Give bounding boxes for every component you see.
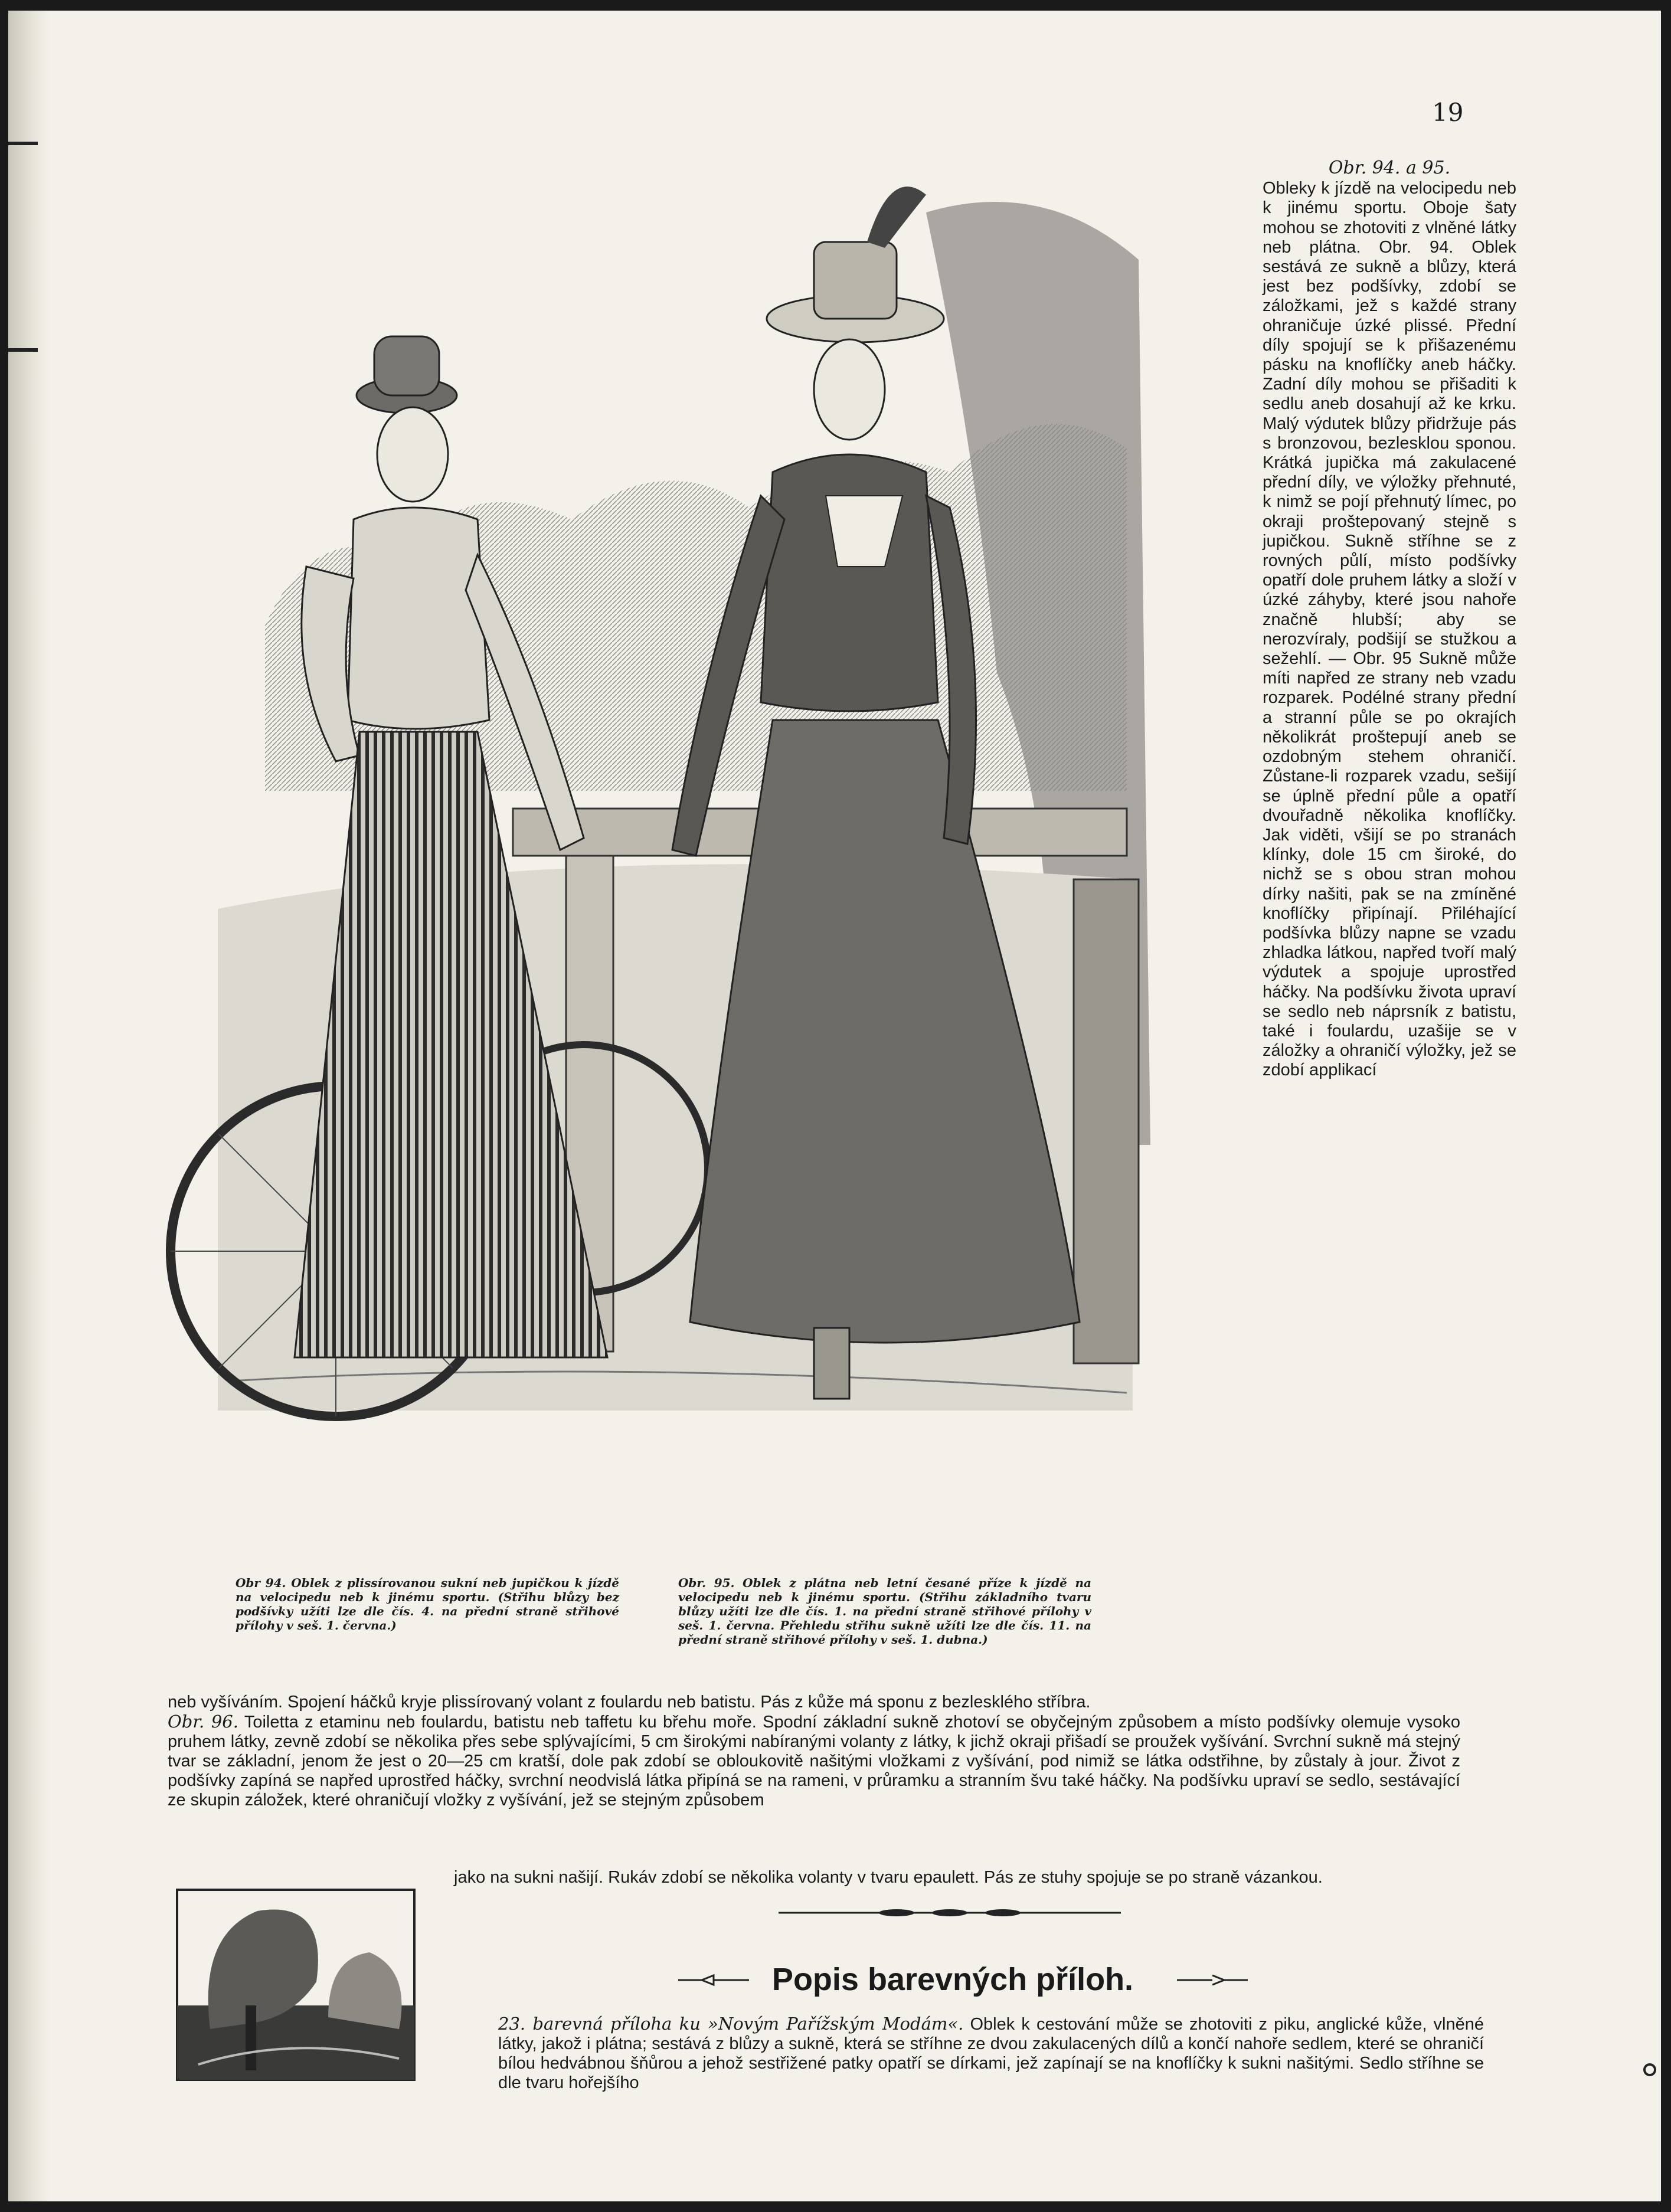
page-number: 19 (1432, 98, 1464, 127)
section-title: Popis barevných příloh. (771, 1962, 1134, 1997)
ornament-rule (779, 1908, 1121, 1917)
side-column-heading: Obr. 94. a 95. (1328, 158, 1451, 178)
body-line-1: neb vyšíváním. Spojení háčků kryje plissírovaný volant z foulardu neb batistu. Pás z kůže má sponu z bezlesklého stříbra. (168, 1693, 1091, 1712)
section-paragraph (498, 2014, 1484, 2093)
gutter-mark (8, 348, 38, 352)
figure-96-continuation: jako na sukni našijí. Rukáv zdobí se několika volanty v tvaru epaulett. Pás ze stuhy spojuje se po straně vázankou. (454, 1868, 1323, 1887)
figure-96-paragraph (168, 1712, 1460, 1810)
decorative-vignette (175, 1887, 417, 2082)
magazine-page (8, 11, 1661, 2201)
section-text: Oblek k cestování může se zhotoviti z piku, anglické kůže, vlněné látky, jakož i plátna; sestává z blůzy a sukně, která se stříhne ze dvou zakulacených dílů a končí nahoře sedlem, které se ohraničí bílou hedvábnou šňůrou a jehož sestřižené patky opatří se dírkami, jež zapínají se na knoflíčky k sukni našitými. Sedlo stříhne se dle tvaru hořejšího (498, 2015, 1484, 2092)
gutter-mark (8, 142, 38, 145)
figure-96-lead: Obr. 96. (168, 1712, 238, 1732)
title-ornament-right (1177, 1973, 1248, 1987)
fashion-illustration (159, 142, 1174, 1558)
side-column-text: Obleky k jízdě na velocipedu neb k jinému sportu. Oboje šaty mohou se zhotoviti z vlněné látky neb plátna. Obr. 94. Oblek sestává ze sukně a blůzy, která jest bez podšívky, zdobí se záložkami, jež s každé strany ohraničuje úzké plissé. Přední díly spojují se k přišazenému pásku na knoflíčky aneb háčky. Zadní díly mohou se přišaditi k sedlu aneb dosahují až ke krku. Malý výdutek blůzy přidržuje pás s bronzovou, bezlesklou sponou. Krátká jupička má zakulacené přední díly, ve výložky přehnuté, k nimž se pojí přehnutý límec, po okraji proštepovaný stejně s jupičkou. Sukně stříhne se z rovných půlí, místo podšívky opatří dole pruhem látky a složí v úzké záhyby, které jsou nahoře značně hlubší; aby se nerozvíraly, podšijí se stužkou a sežehlí. — Obr. 95 Sukně může míti napřed ze strany neb vzadu rozparek. Podélné strany přední a stranní půle se po okrajích několikrát proštepují aneb se ozdobným stehem ohraničí. Zůstane-li rozparek vzadu, sešijí se úplně přední půle a opatří dvouřadně několika knoflíčky. Jak viděti, všijí se po stranách klínky, dole 15 cm široké, do nichž se s obou stran mohou dírky našiti, pak se na zmíněné knoflíčky připínají. Přiléhající podšívka blůzy napne se vzadu zhladka látkou, napřed tvoří malý výdutek a spojuje uprostřed háčky. Na podšívku života upraví se sedlo neb náprsník z batistu, také i foulardu, uzašije se v záložky a ohraničí výložky, jež se zdobí applikací (1263, 179, 1516, 1080)
figure-96-text: Toiletta z etaminu neb foulardu, batistu neb taffetu ku břehu moře. Spodní základní sukně zhotoví se obyčejným způsobem a místo podšívky olemuje vysoko pruhem látky, zevně zdobí se několika přes sebe splývajícími, 5 cm širokými nabíranými volanty z látky, k jichž okraji přišadí se proužek vyšívání. Svrchní sukně má stejný tvar se základní, jenom že jest o 20—25 cm kratší, dole pak zdobí se obloukovitě našitými vložkami z vyšívání, pod nimiž se látka odstřihne, by zůstaly à jour. Život z podšívky zapíná se napřed uprostřed háčky, svrchní neodvislá látka připíná se na rameni, v průramku a stranním švu také háčky. Na podšívku upraví se sedlo, sestávající ze skupin záložek, které ohraničují vložky z vyšívání, jež se stejným způsobem (168, 1713, 1460, 1809)
side-column (1263, 158, 1516, 1081)
edge-ring-mark (1643, 2063, 1656, 2076)
figure-95-caption: Obr. 95. Oblek z plátna neb letní česané příze k jízdě na velocipedu neb k jinému sportu. (Střihu základního tvaru blůzy užíti lze dle čís. 1. na přední straně střihové přílohy v seš. 1. června. Přehledu střihu sukně užíti lze dle čís. 11. na přední straně střihové přílohy v seš. 1. dubna.) (678, 1576, 1091, 1647)
page-gutter (8, 11, 50, 2201)
figure-94-caption: Obr 94. Oblek z plissírovanou sukní neb jupičkou k jízdě na velocipedu neb k jinému sportu. (Střihu blůzy bez podšívky užíti lze dle čís. 4. na přední straně střihové přílohy v seš. 1. června.) (236, 1576, 619, 1632)
section-lead: 23. barevná příloha ku »Novým Pařížským Modám«. (498, 2014, 964, 2034)
